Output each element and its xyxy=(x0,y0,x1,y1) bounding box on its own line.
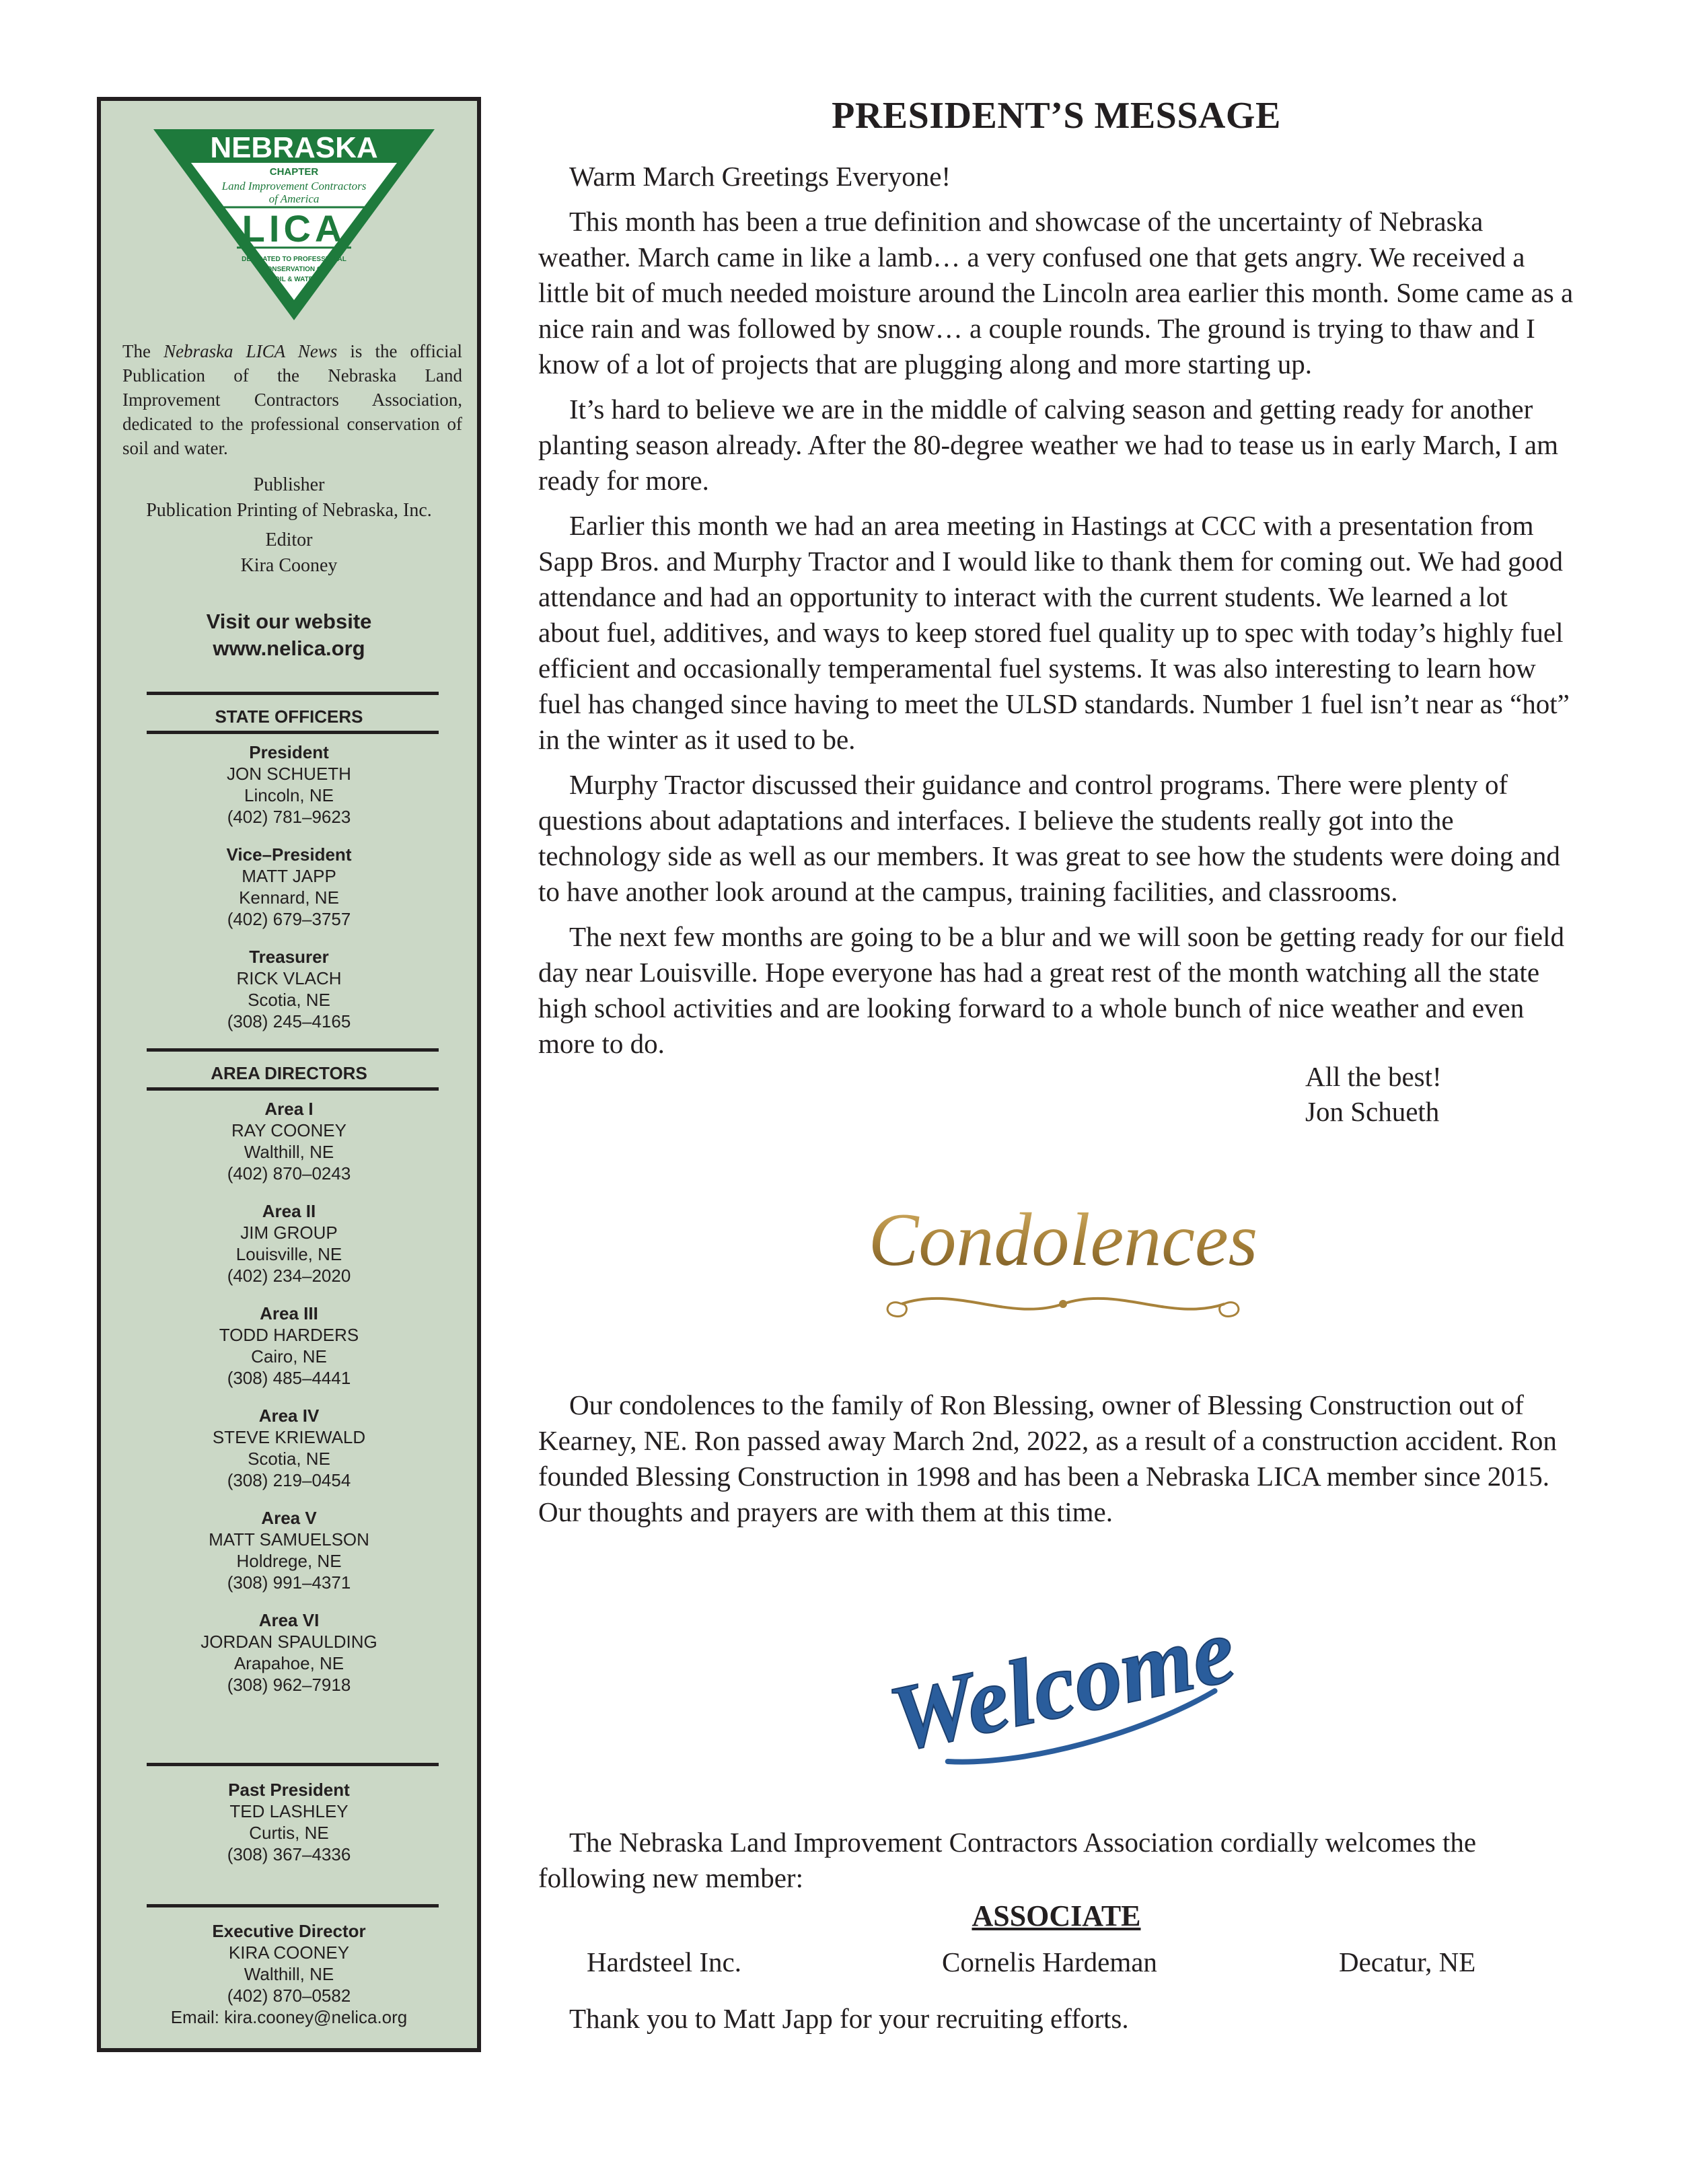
associate-heading: ASSOCIATE xyxy=(972,1899,1141,1932)
officer-president: President JON SCHUETH Lincoln, NE (402) 781–9623 xyxy=(227,742,351,827)
publication-name: Nebraska LICA News xyxy=(163,341,338,361)
divider xyxy=(147,1087,439,1091)
director-area-6: Area VI JORDAN SPAULDING Arapahoe, NE (308) 962–7918 xyxy=(200,1610,377,1695)
nebraska-lica-logo xyxy=(149,124,439,326)
svg-text:SOIL & WATER: SOIL & WATER xyxy=(270,276,318,283)
director-area-3: Area III TODD HARDERS Cairo, NE (308) 485–4441 xyxy=(219,1303,359,1388)
divider xyxy=(147,1048,439,1052)
member-person: Cornelis Hardeman xyxy=(942,1946,1157,1977)
member-company: Hardsteel Inc. xyxy=(587,1946,741,1977)
website-link[interactable]: www.nelica.org xyxy=(213,636,365,660)
svg-text:Land Improvement Contractors: Land Improvement Contractors xyxy=(221,180,367,192)
publication-intro: The Nebraska LICA News is the official Publication of the Nebraska Land Improvement Contractors Association, dedicated to the professional conservation of soil and water. xyxy=(122,341,462,458)
closing: All the best! xyxy=(1305,1061,1442,1092)
member-location: Decatur, NE xyxy=(1339,1946,1476,1977)
state-officers-heading: STATE OFFICERS xyxy=(215,706,363,727)
director-area-1: Area I RAY COONEY Walthill, NE (402) 870–0243 xyxy=(227,1099,351,1184)
director-area-2: Area II JIM GROUP Louisville, NE (402) 234–2020 xyxy=(227,1201,351,1286)
paragraph: It’s hard to believe we are in the middle of calving season and getting ready for another planting season already. After the 80-degree weather we had to tease us in early March, I am ready for more. xyxy=(538,394,1558,496)
paragraph: Warm March Greetings Everyone! xyxy=(569,161,951,192)
welcome-text: The Nebraska Land Improvement Contractors Association cordially welcomes the following new member: xyxy=(538,1827,1477,1893)
divider xyxy=(147,692,439,695)
officer-vice-president: Vice–President MATT JAPP Kennard, NE (402) 679–3757 xyxy=(226,844,352,929)
condolences-heading-art xyxy=(854,1184,1272,1346)
svg-text:of America: of America xyxy=(268,192,320,205)
page-title: PRESIDENT’S MESSAGE xyxy=(832,95,1281,137)
svg-text:DEDICATED TO PROFESSIONAL: DEDICATED TO PROFESSIONAL xyxy=(242,256,346,263)
svg-text:LICA: LICA xyxy=(242,207,346,250)
area-directors-heading: AREA DIRECTORS xyxy=(211,1063,367,1083)
paragraph: Murphy Tractor discussed their guidance and control programs. There were plenty of questions about adaptations and interfaces. I believe the students really got into the technology side as well as our members. It was great to see how the students were doing and to have another look around at the campus, training facilities, and classrooms. xyxy=(538,769,1560,907)
paragraph: This month has been a true definition and showcase of the uncertainty of Nebraska weather. March came in like a lamb… a very confused one that gets angry. We received a little bit of much needed moisture around the Lincoln area earlier this month. Some came as a nice rain and was followed by snow… a couple rounds. The ground is trying to thaw and I know of a lot of projects that are plugging along and more starting up. xyxy=(538,206,1574,379)
past-president: Past President TED LASHLEY Curtis, NE (308) 367–4336 xyxy=(227,1780,351,1864)
condolences-text: Our condolences to the family of Ron Blessing, owner of Blessing Construction out of Kearney, NE. Ron passed away March 2nd, 2022, as a result of a construction accident. Ron founded Blessing Construction in 1998 and has been a Nebraska LICA member since 2015. Our thoughts and prayers are with them at this time. xyxy=(538,1389,1557,1527)
email-link[interactable]: Email: kira.cooney@nelica.org xyxy=(170,2007,408,2027)
signature: Jon Schueth xyxy=(1305,1096,1440,1127)
president-message xyxy=(538,159,1574,1071)
divider xyxy=(147,1904,439,1907)
officer-treasurer: Treasurer RICK VLACH Scotia, NE (308) 245–4165 xyxy=(227,947,351,1031)
svg-text:CONSERVATION OF: CONSERVATION OF xyxy=(262,266,326,273)
divider xyxy=(147,1763,439,1766)
editor-label: Editor xyxy=(265,530,313,550)
editor-name: Kira Cooney xyxy=(240,555,338,576)
paragraph: Earlier this month we had an area meeting in Hastings at CCC with a presentation from Sapp Bros. and Murphy Tractor and I would like to thank them for coming out. We had good attendance and had an opportunity to interact with the current students. We learned a lot about fuel, additives, and ways to keep stored fuel quality up to spec with today’s highly fuel efficient and occasionally temperamental fuel systems. It was also interesting to learn how fuel has changed since having to meet the ULSD standards. Number 1 fuel isn’t near as “hot” in the winter as it used to be. xyxy=(538,510,1570,755)
director-area-4: Area IV STEVE KRIEWALD Scotia, NE (308) 219–0454 xyxy=(212,1406,366,1490)
paragraph: The next few months are going to be a blur and we will soon be getting ready for our field day near Louisville. Hope everyone has had a great rest of the month watching all the state high school activities and are looking forward to a whole bunch of nice weather and even more to do. xyxy=(538,921,1565,1059)
visit-website-label: Visit our website xyxy=(206,610,372,633)
svg-text:Welcome: Welcome xyxy=(881,1597,1244,1772)
publisher-label: Publisher xyxy=(253,474,325,495)
svg-text:NEBRASKA: NEBRASKA xyxy=(210,131,378,164)
welcome-heading-art xyxy=(875,1588,1251,1790)
svg-text:CHAPTER: CHAPTER xyxy=(269,166,319,178)
director-area-5: Area V MATT SAMUELSON Holdrege, NE (308) 991–4371 xyxy=(209,1508,369,1593)
sidebar xyxy=(97,97,481,2052)
divider xyxy=(147,731,439,734)
executive-director: Executive Director KIRA COONEY Walthill, NE (402) 870–0582 Email: kira.cooney@nelica.org xyxy=(101,1920,477,2028)
thanks-text: Thank you to Matt Japp for your recruiting efforts. xyxy=(569,2003,1129,2034)
svg-text:Condolences: Condolences xyxy=(868,1198,1258,1282)
publisher-name: Publication Printing of Nebraska, Inc. xyxy=(146,500,432,521)
